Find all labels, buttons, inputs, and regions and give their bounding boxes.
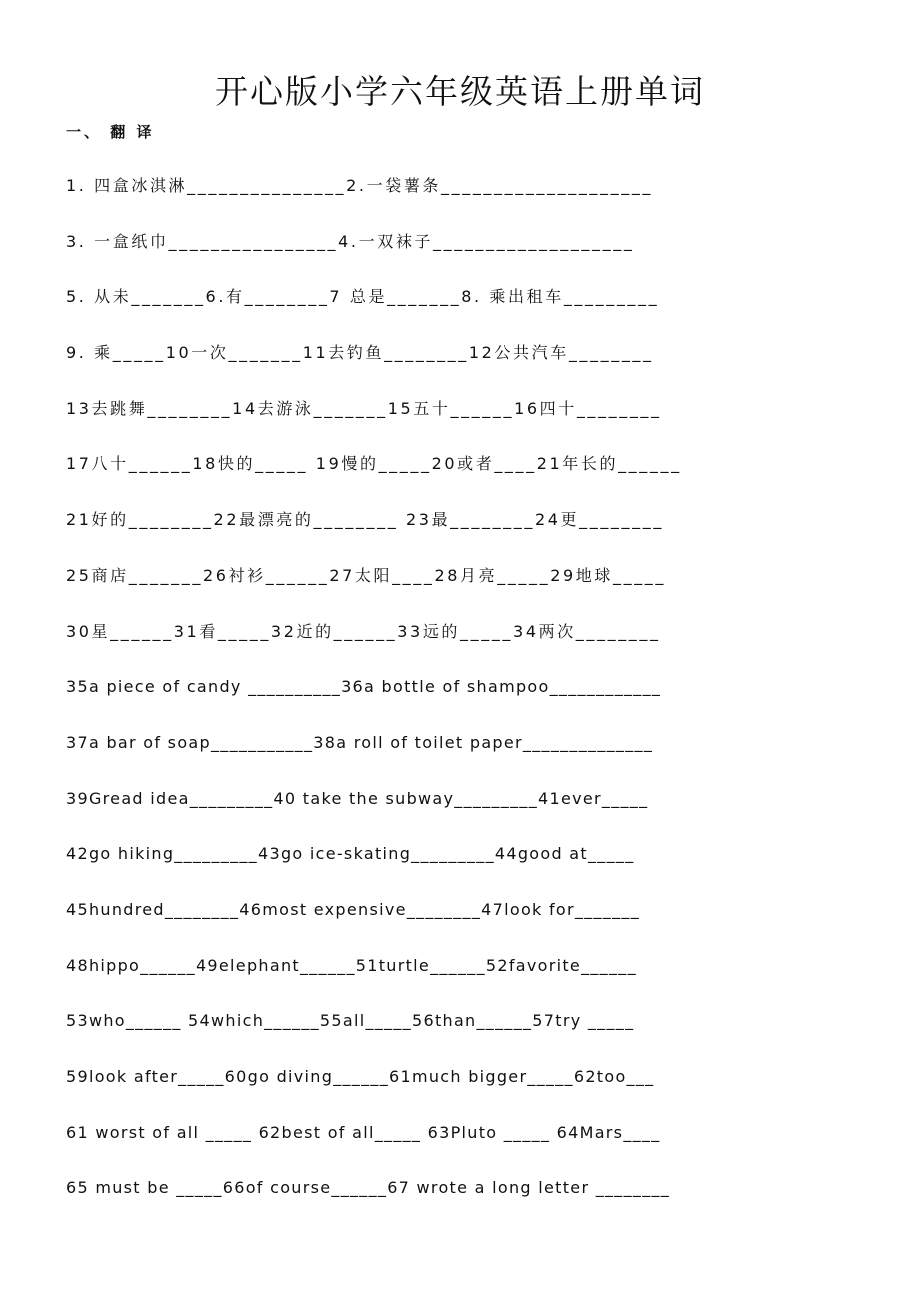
exercise-line: 9. 乘_____10一次_______11去钓鱼________12公共汽车________ <box>66 343 654 363</box>
exercise-line: 30星______31看_____32近的______33远的_____34两次________ <box>66 621 661 641</box>
exercise-line: 37a bar of soap___________38a roll of toilet paper______________ <box>66 732 654 752</box>
exercise-line: 48hippo______49elephant______51turtle______52favorite______ <box>66 955 637 975</box>
exercise-line: 39Gread idea_________40 take the subway_________41ever_____ <box>66 788 649 808</box>
exercise-line: 3. 一盒纸巾________________4.一双袜子___________________ <box>66 231 635 251</box>
exercise-line: 5. 从未_______6.有________7 总是_______8. 乘出租车_________ <box>66 287 660 307</box>
exercise-line: 53who______ 54which______55all_____56than______57try _____ <box>66 1011 635 1031</box>
exercise-line: 35a piece of candy __________36a bottle of shampoo____________ <box>66 677 662 697</box>
exercise-line: 25商店_______26衬衫______27太阳____28月亮_____29地球_____ <box>66 565 666 585</box>
exercise-line: 1. 四盒冰淇淋_______________2.一袋薯条____________________ <box>66 176 654 195</box>
exercise-line: 65 must be _____66of course______67 wrote a long letter ________ <box>66 1178 671 1198</box>
exercise-line: 17八十______18快的_____ 19慢的_____20或者____21年长的______ <box>66 454 682 474</box>
exercise-list <box>66 174 896 1232</box>
page-title: 开心版小学六年级英语上册单词 <box>215 72 705 111</box>
exercise-line: 59look after_____60go diving______61much bigger_____62too___ <box>66 1067 655 1086</box>
exercise-line: 61 worst of all _____ 62best of all_____ 63Pluto _____ 64Mars____ <box>66 1122 661 1142</box>
section-heading: 一、 翻 译 <box>66 123 155 141</box>
exercise-line: 13去跳舞________14去游泳_______15五十______16四十________ <box>66 398 662 418</box>
exercise-line: 45hundred________46most expensive________47look for_______ <box>66 899 640 919</box>
exercise-line: 21好的________22最漂亮的________ 23最________24更________ <box>66 510 664 530</box>
exercise-line: 42go hiking_________43go ice-skating_________44good at_____ <box>66 844 635 864</box>
